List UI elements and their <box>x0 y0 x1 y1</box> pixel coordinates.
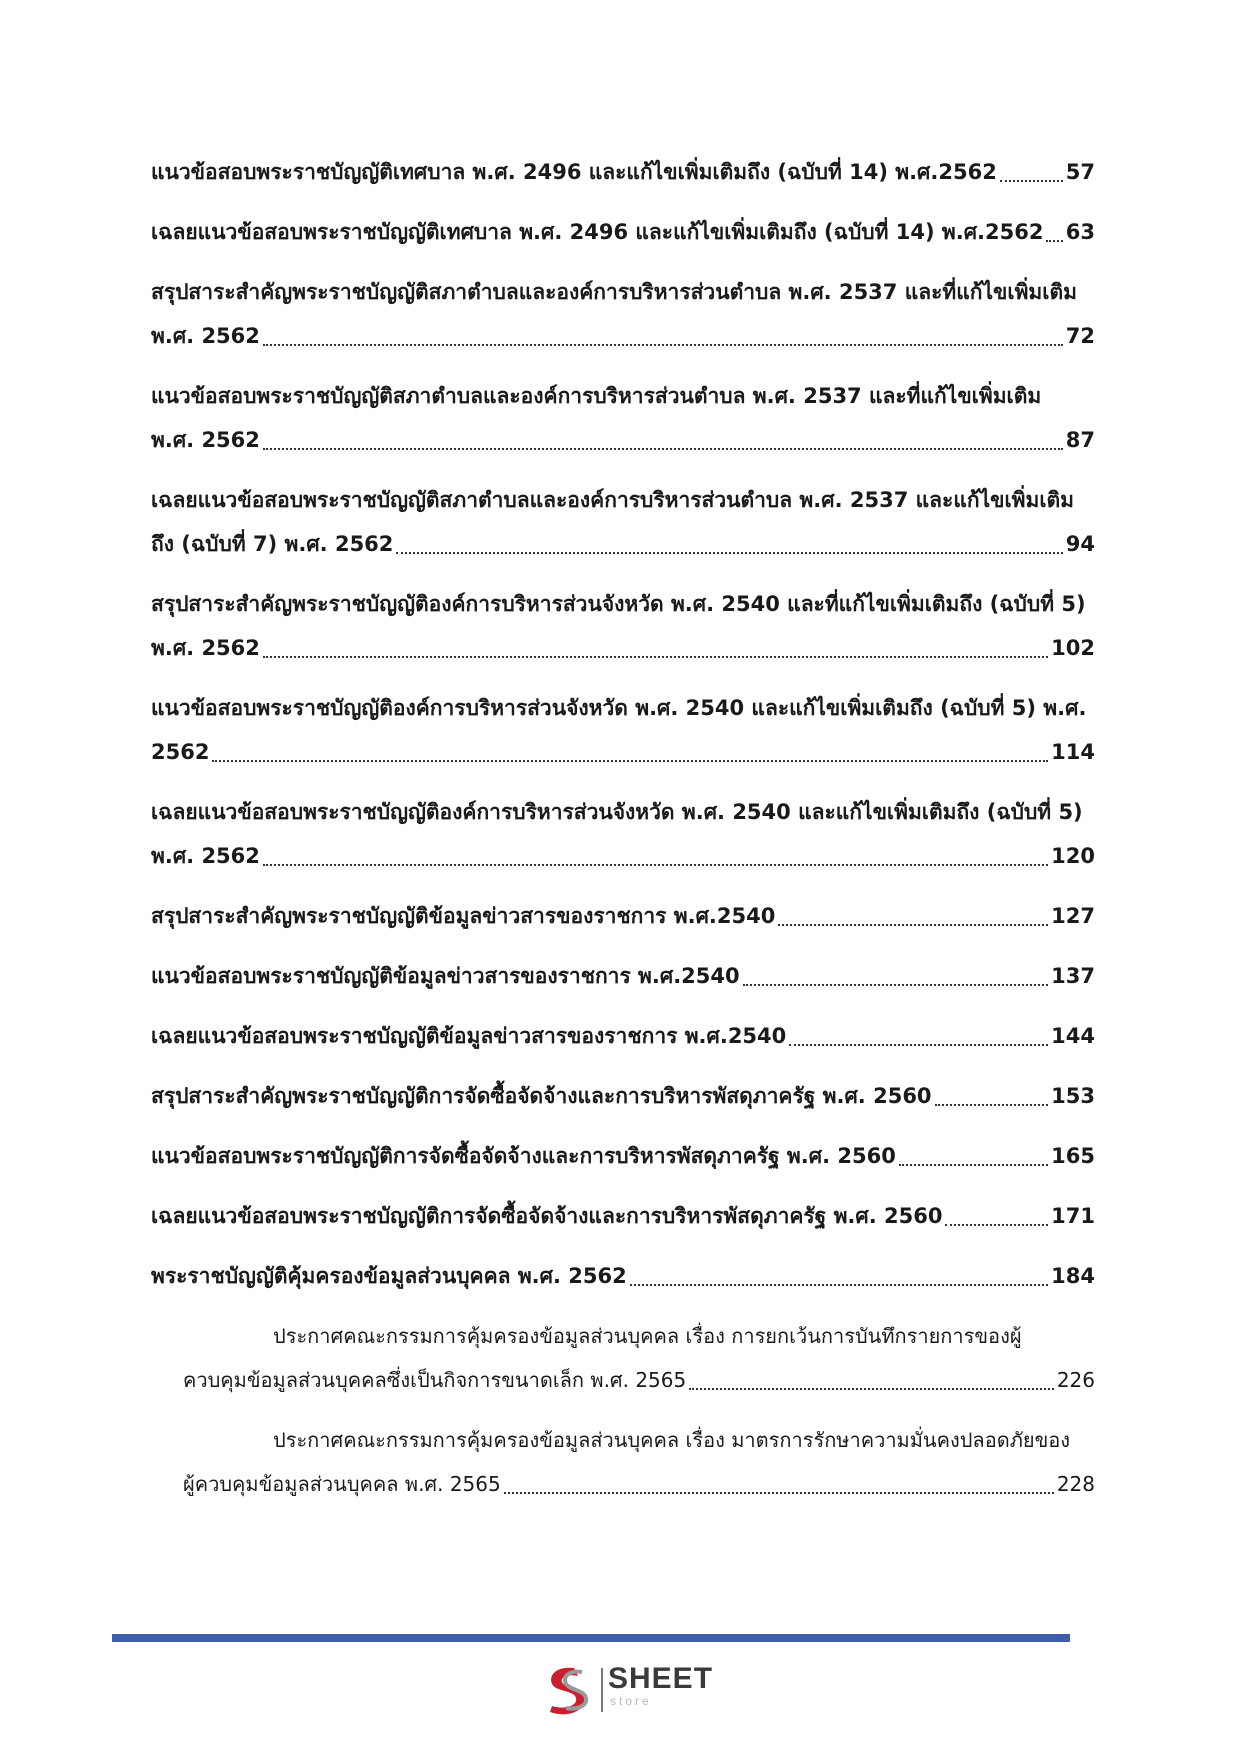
toc-entry[interactable] <box>151 894 1095 938</box>
leader-dots <box>1046 239 1062 242</box>
toc-entry-title: แนวข้อสอบพระราชบัญญัติการจัดซื้อจัดจ้างและการบริหารพัสดุภาครัฐ พ.ศ. 2560 <box>151 1144 896 1168</box>
leader-dots <box>899 1163 1048 1166</box>
toc-entry-title-line: เฉลยแนวข้อสอบพระราชบัญญัติองค์การบริหารส่วนจังหวัด พ.ศ. 2540 และแก้ไขเพิ่มเติมถึง (ฉบับที่ 5) <box>151 800 1083 824</box>
toc-entry-page: 57 <box>1065 160 1095 184</box>
toc-sub-entry-title: ผู้ควบคุมข้อมูลส่วนบุคคล พ.ศ. 2565 <box>183 1472 501 1496</box>
toc-entry[interactable] <box>151 478 1095 566</box>
toc-entry-title: เฉลยแนวข้อสอบพระราชบัญญัติข้อมูลข่าวสารของราชการ พ.ศ.2540 <box>151 1024 787 1048</box>
toc-entry-page: 63 <box>1065 220 1095 244</box>
toc-entry-page: 153 <box>1051 1084 1095 1108</box>
toc-entry[interactable] <box>151 1134 1095 1178</box>
toc-sub-entry[interactable] <box>151 1418 1095 1506</box>
toc-sub-entry[interactable] <box>151 1314 1095 1402</box>
toc-entry-title: สรุปสาระสำคัญพระราชบัญญัติการจัดซื้อจัดจ้างและการบริหารพัสดุภาครัฐ พ.ศ. 2560 <box>151 1084 932 1108</box>
logo-text: SHEET <box>608 1662 714 1695</box>
leader-dots <box>743 983 1049 986</box>
toc-entry-page: 127 <box>1051 904 1095 928</box>
toc-entry-title-line: สรุปสาระสำคัญพระราชบัญญัติสภาตำบลและองค์การบริหารส่วนตำบล พ.ศ. 2537 และที่แก้ไขเพิ่มเติม <box>151 280 1077 304</box>
leader-dots <box>1000 179 1063 182</box>
toc-sub-entry-page: 228 <box>1056 1472 1095 1496</box>
footer-divider <box>112 1634 1070 1642</box>
toc-entry-page: 165 <box>1051 1144 1095 1168</box>
toc-entry[interactable] <box>151 1014 1095 1058</box>
toc-entry[interactable] <box>151 210 1095 254</box>
toc-entry-page: 72 <box>1065 324 1095 348</box>
toc-entry-title: 2562 <box>151 740 210 764</box>
leader-dots <box>396 551 1062 554</box>
toc-entry[interactable] <box>151 150 1095 194</box>
leader-dots <box>778 923 1048 926</box>
toc-entry[interactable] <box>151 582 1095 670</box>
toc-entry[interactable] <box>151 374 1095 462</box>
toc-entry[interactable] <box>151 1254 1095 1298</box>
toc-entry[interactable] <box>151 1194 1095 1238</box>
toc-entry[interactable] <box>151 954 1095 998</box>
table-of-contents <box>151 150 1095 1522</box>
leader-dots <box>689 1387 1054 1390</box>
toc-entry-title: แนวข้อสอบพระราชบัญญัติเทศบาล พ.ศ. 2496 และแก้ไขเพิ่มเติมถึง (ฉบับที่ 14) พ.ศ.2562 <box>151 160 997 184</box>
toc-entry-page: 171 <box>1051 1204 1095 1228</box>
toc-entry[interactable] <box>151 1074 1095 1118</box>
toc-entry-title: เฉลยแนวข้อสอบพระราชบัญญัติเทศบาล พ.ศ. 2496 และแก้ไขเพิ่มเติมถึง (ฉบับที่ 14) พ.ศ.2562 <box>151 220 1044 244</box>
toc-sub-entry-page: 226 <box>1056 1368 1095 1392</box>
leader-dots <box>263 447 1063 450</box>
toc-entry-page: 102 <box>1051 636 1095 660</box>
toc-entry-page: 114 <box>1051 740 1095 764</box>
toc-sub-entry-title-line: ประกาศคณะกรรมการคุ้มครองข้อมูลส่วนบุคคล เรื่อง การยกเว้นการบันทึกรายการของผู้ <box>273 1324 1022 1348</box>
toc-entry-page: 144 <box>1051 1024 1095 1048</box>
toc-entry-title: เฉลยแนวข้อสอบพระราชบัญญัติการจัดซื้อจัดจ้างและการบริหารพัสดุภาครัฐ พ.ศ. 2560 <box>151 1204 943 1228</box>
toc-entry-title: พ.ศ. 2562 <box>151 636 260 660</box>
toc-entry-title-line: สรุปสาระสำคัญพระราชบัญญัติองค์การบริหารส่วนจังหวัด พ.ศ. 2540 และที่แก้ไขเพิ่มเติมถึง (ฉบับที่ 5) <box>151 592 1086 616</box>
logo-subtext: store <box>610 1694 652 1708</box>
toc-entry-title-line: แนวข้อสอบพระราชบัญญัติสภาตำบลและองค์การบริหารส่วนตำบล พ.ศ. 2537 และที่แก้ไขเพิ่มเติม <box>151 384 1042 408</box>
leader-dots <box>935 1103 1049 1106</box>
leader-dots <box>630 1283 1048 1286</box>
toc-entry-title-line: แนวข้อสอบพระราชบัญญัติองค์การบริหารส่วนจังหวัด พ.ศ. 2540 และแก้ไขเพิ่มเติมถึง (ฉบับที่ 5) พ.ศ. <box>151 696 1087 720</box>
leader-dots <box>212 759 1048 762</box>
toc-entry-page: 120 <box>1051 844 1095 868</box>
toc-entry-title: พ.ศ. 2562 <box>151 428 260 452</box>
toc-sub-entry-title: ควบคุมข้อมูลส่วนบุคคลซึ่งเป็นกิจการขนาดเล็ก พ.ศ. 2565 <box>183 1368 687 1392</box>
toc-entry[interactable] <box>151 270 1095 358</box>
leader-dots <box>504 1491 1054 1494</box>
toc-entry-title: พ.ศ. 2562 <box>151 844 260 868</box>
toc-entry-page: 94 <box>1065 532 1095 556</box>
toc-entry[interactable] <box>151 686 1095 774</box>
toc-sub-entry-title-line: ประกาศคณะกรรมการคุ้มครองข้อมูลส่วนบุคคล เรื่อง มาตรการรักษาความมั่นคงปลอดภัยของ <box>273 1428 1071 1452</box>
leader-dots <box>263 863 1048 866</box>
leader-dots <box>263 343 1063 346</box>
leader-dots <box>263 655 1048 658</box>
toc-entry[interactable] <box>151 790 1095 878</box>
leader-dots <box>789 1043 1048 1046</box>
toc-entry-title: พ.ศ. 2562 <box>151 324 260 348</box>
toc-entry-title: ถึง (ฉบับที่ 7) พ.ศ. 2562 <box>151 532 394 556</box>
leader-dots <box>945 1223 1048 1226</box>
toc-entry-page: 137 <box>1051 964 1095 988</box>
toc-entry-title: สรุปสาระสำคัญพระราชบัญญัติข้อมูลข่าวสารของราชการ พ.ศ.2540 <box>151 904 776 928</box>
toc-entry-title: แนวข้อสอบพระราชบัญญัติข้อมูลข่าวสารของราชการ พ.ศ.2540 <box>151 964 740 988</box>
toc-entry-title-line: เฉลยแนวข้อสอบพระราชบัญญัติสภาตำบลและองค์การบริหารส่วนตำบล พ.ศ. 2537 และแก้ไขเพิ่มเติม <box>151 488 1075 512</box>
toc-entry-page: 184 <box>1051 1264 1095 1288</box>
toc-entry-page: 87 <box>1065 428 1095 452</box>
toc-entry-title: พระราชบัญญัติคุ้มครองข้อมูลส่วนบุคคล พ.ศ. 2562 <box>151 1264 627 1288</box>
